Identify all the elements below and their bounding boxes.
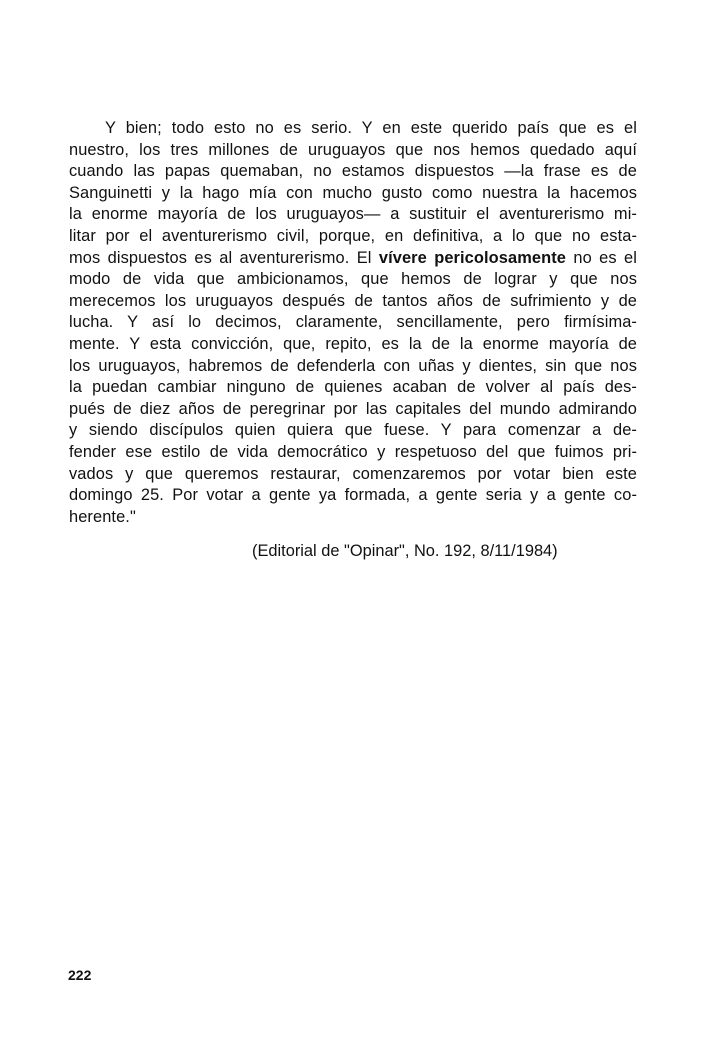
paragraph-line: la enorme mayoría de los uruguayos— a sustituir el aventurerismo mi-: [69, 205, 637, 224]
paragraph-line: merecemos los uruguayos después de tantos años de sufrimiento y de: [69, 291, 637, 310]
paragraph-line: litar por el aventurerismo civil, porque, en definitiva, a lo que no esta-: [69, 226, 637, 245]
paragraph-line: mente. Y esta convicción, que, repito, es la de la enorme mayoría de: [69, 334, 637, 353]
page-number: 222: [68, 967, 92, 983]
paragraph-line: lucha. Y así lo decimos, claramente, sencillamente, pero firmísima-: [69, 313, 637, 332]
paragraph-line: vados y que queremos restaurar, comenzaremos por votar bien este: [69, 464, 637, 483]
emphasized-phrase: vívere pericolosamente: [378, 248, 566, 267]
paragraph-line-with-emphasis: [69, 248, 637, 270]
quoted-paragraph: [69, 118, 637, 528]
paragraph-line: Y bien; todo esto no es serio. Y en este querido país que es el: [105, 119, 637, 137]
paragraph-line: Sanguinetti y la hago mía con mucho gusto como nuestra la hacemos: [69, 183, 637, 202]
source-citation: (Editorial de "Opinar", No. 192, 8/11/1984): [252, 542, 558, 560]
paragraph-line: y siendo discípulos quien quiera que fuese. Y para comenzar a de-: [69, 421, 637, 440]
paragraph-line-segment: mos dispuestos es al aventurerismo. El: [69, 248, 379, 267]
paragraph-line: nuestro, los tres millones de uruguayos que nos hemos quedado aquí: [69, 140, 637, 159]
paragraph-line: los uruguayos, habremos de defenderla con uñas y dientes, sin que nos: [69, 356, 637, 375]
paragraph-line: la puedan cambiar ninguno de quienes acaban de volver al país des-: [69, 378, 637, 397]
paragraph-line: cuando las papas quemaban, no estamos dispuestos —la frase es de: [69, 162, 637, 181]
paragraph-line: domingo 25. Por votar a gente ya formada, a gente seria y a gente co-: [69, 486, 637, 505]
paragraph-line-segment: no es el: [565, 248, 637, 267]
paragraph-line: pués de diez años de peregrinar por las capitales del mundo admirando: [69, 399, 637, 418]
paragraph-line: fender ese estilo de vida democrático y respetuoso del que fuimos pri-: [69, 442, 637, 461]
paragraph-line: herente.": [69, 507, 136, 526]
paragraph-line: modo de vida que ambicionamos, que hemos de lograr y que nos: [69, 270, 637, 289]
